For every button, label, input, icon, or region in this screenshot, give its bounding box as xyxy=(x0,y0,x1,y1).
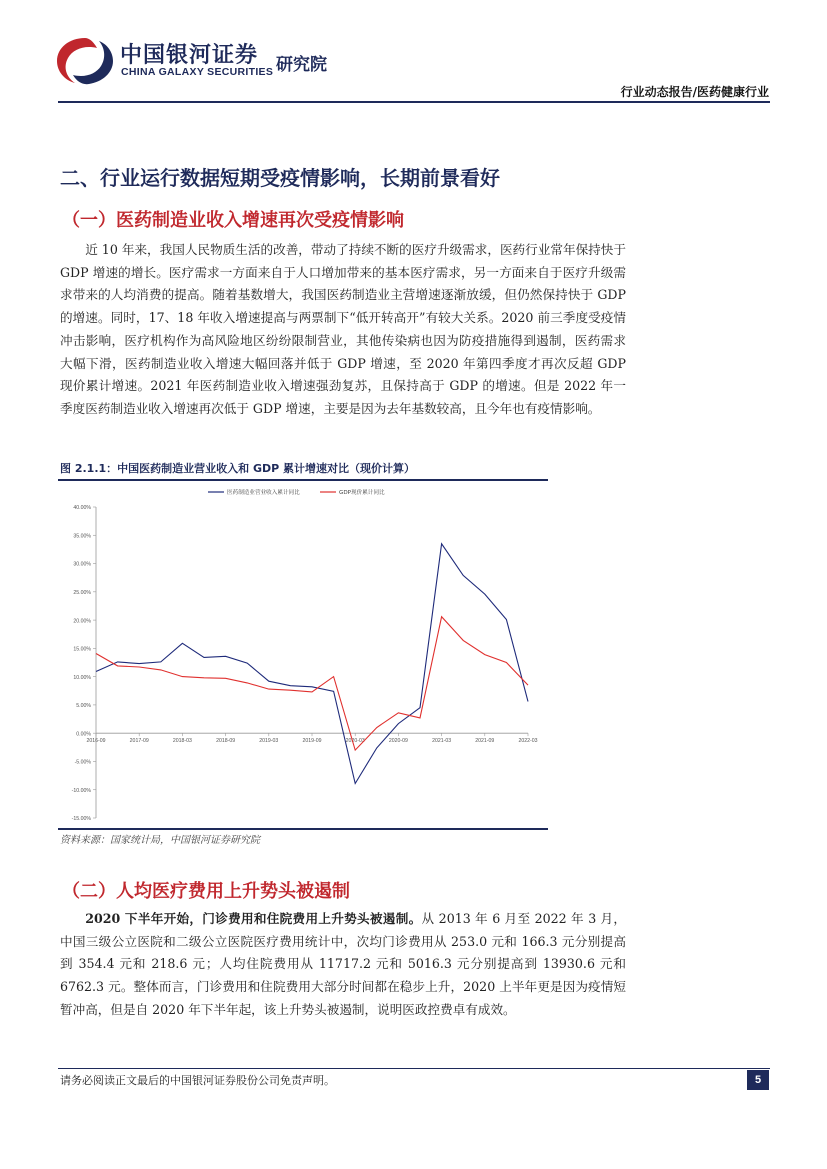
x-tick-label: 2022-03 xyxy=(518,738,538,745)
series-line-2 xyxy=(96,617,528,750)
x-tick-label: 2020-09 xyxy=(388,738,408,745)
company-name-en: CHINA GALAXY SECURITIES xyxy=(121,66,274,78)
y-tick-label: 15.00% xyxy=(73,646,91,653)
disclaimer-note: 请务必阅读正文最后的中国银河证券股份公司免责声明。 xyxy=(60,1074,335,1087)
x-tick-label: 2021-03 xyxy=(432,738,452,745)
y-tick-label: 30.00% xyxy=(73,561,91,568)
x-tick-label: 2019-03 xyxy=(259,738,279,745)
paragraph-1: 近 10 年来，我国人民物质生活的改善，带动了持续不断的医疗升级需求，医药行业常年保持快于 GDP 增速的增长。医疗需求一方面来自于人口增加带来的基本医疗需求，另一方面来自于医疗升级需求带来的人均消费的提高。随着基数增大，我国医药制造业主营增速逐渐放缓，但仍然保持快于 GDP 的增速。同时，17、18 年收入增速提高与两票制下“低开转高开”有较大关系。2020 前三季度受疫情冲击影响，医疗机构作为高风险地区纷纷限制营业，其他传染病也因为防疫措施得到遏制，医药需求大幅下滑，医药制造业收入增速大幅回落并低于 GDP 增速，至 2020 年第四季度才再次反超 GDP 现价累计增速。2021 年医药制造业收入增速强劲复苏，且保持高于 GDP 的增速。但是 2022 年一季度医药制造业收入增速再次低于 GDP 增速，主要是因为去年基数较高，且今年也有疫情影响。 xyxy=(60,242,626,416)
x-tick-label: 2018-09 xyxy=(216,738,236,745)
x-tick-label: 2018-03 xyxy=(172,738,192,745)
y-tick-label: 25.00% xyxy=(73,590,91,597)
x-tick-label: 2021-09 xyxy=(475,738,495,745)
subsection-title-1: （一）医药制造业收入增速再次受疫情影响 xyxy=(62,210,404,231)
series-line-1 xyxy=(96,544,528,784)
subsection-title-2: （二）人均医疗费用上升势头被遏制 xyxy=(62,881,350,902)
report-type: 行业动态报告/医药健康行业 xyxy=(620,85,769,99)
y-tick-label: 0.00% xyxy=(76,731,91,738)
y-tick-label: 5.00% xyxy=(76,703,91,710)
company-logo-icon xyxy=(55,36,115,86)
figure-top-rule xyxy=(58,479,548,481)
page-number: 5 xyxy=(747,1070,769,1090)
institute-name: 研究院 xyxy=(276,55,327,75)
company-name-cn: 中国银河证券 xyxy=(120,43,259,68)
y-tick-label: 40.00% xyxy=(73,505,91,512)
x-tick-label: 2016-09 xyxy=(86,738,106,745)
y-tick-label: 35.00% xyxy=(73,533,91,540)
legend-label-2: GDP现价累计同比 xyxy=(339,490,385,496)
x-tick-label: 2017-09 xyxy=(129,738,149,745)
paragraph-2 xyxy=(60,908,626,1022)
y-tick-label: -15.00% xyxy=(71,816,91,823)
line-chart xyxy=(58,482,548,826)
figure-title: 图 2.1.1：中国医药制造业营业收入和 GDP 累计增速对比（现价计算） xyxy=(60,462,416,475)
paragraph-2-lead: 2020 下半年开始，门诊费用和住院费用上升势头被遏制。 xyxy=(85,911,422,926)
figure-bottom-rule xyxy=(58,828,548,830)
figure-source: 资料来源：国家统计局，中国银河证券研究院 xyxy=(60,835,260,846)
y-tick-label: 20.00% xyxy=(73,618,91,625)
section-title: 二、行业运行数据短期受疫情影响，长期前景看好 xyxy=(60,166,500,190)
legend-label-1: 医药制造业营业收入累计同比 xyxy=(227,490,300,496)
x-tick-label: 2019-09 xyxy=(302,738,322,745)
paragraph-2-body: 从 2013 年 6 月至 2022 年 3 月，中国三级公立医院和二级公立医院医疗费用统计中，次均门诊费用从 253.0 元和 166.3 元分别提高到 354.4 元和 218.6 元；人均住院费用从 11717.2 元和 5016.3 元分别提高到 13930.6 元和 6762.3 元。整体而言，门诊费用和住院费用大部分时间都在稳步上升，2020 上半年更是因为疫情短暂冲高，但是自 2020 年下半年起，该上升势头被遏制，说明医政控费卓有成效。 xyxy=(60,911,626,1017)
x-tick-label: 2020-03 xyxy=(345,738,365,745)
y-tick-label: 10.00% xyxy=(73,674,91,681)
y-tick-label: -5.00% xyxy=(74,759,91,766)
footer-divider xyxy=(58,1068,770,1069)
y-tick-label: -10.00% xyxy=(71,787,91,794)
header-divider xyxy=(58,101,770,103)
